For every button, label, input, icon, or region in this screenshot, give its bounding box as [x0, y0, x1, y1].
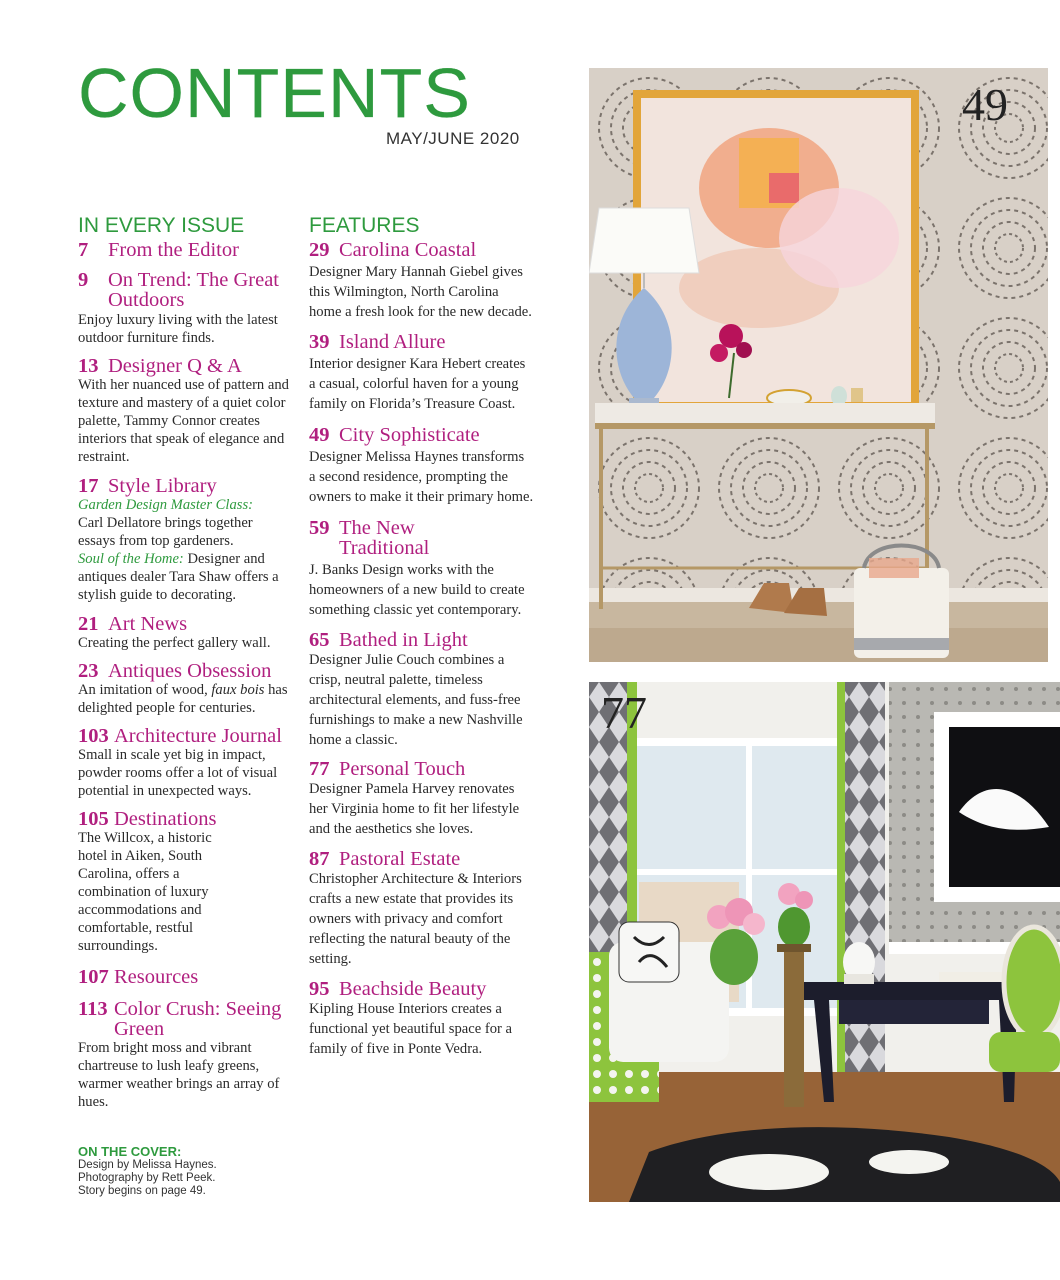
entry-description: Designer Pamela Harvey renovates her Virginia home to fit her lifestyle and the aesthetics she loves.	[309, 781, 520, 837]
subsection-title: Soul of the Home:	[78, 551, 184, 567]
entry-description: The Willcox, a historic hotel in Aiken, South Carolina, offers a combination of luxury accommodations and comfortable, restful surroundings.	[78, 830, 212, 954]
entry-description: Kipling House Interiors creates a functional yet beautiful space for a family of five in Ponte Vedra.	[309, 1001, 513, 1057]
entry-description: From bright moss and vibrant chartreuse to lush leafy greens, warmer weather brings an array of hues.	[78, 1040, 280, 1110]
page-number: 17	[78, 475, 99, 497]
toc-entry-23[interactable]	[78, 661, 293, 717]
entry-description: Creating the perfect gallery wall.	[78, 635, 271, 651]
toc-entry-103[interactable]	[78, 726, 293, 800]
entry-title: Antiques Obsession	[108, 660, 272, 682]
page-number: 107	[78, 966, 109, 988]
toc-entry-7[interactable]	[78, 240, 293, 260]
toc-entry-9[interactable]	[78, 270, 293, 347]
every-issue-column	[78, 214, 293, 1111]
photo-illustration	[589, 68, 1048, 662]
entry-description: Garden Design Master Class: Carl Dellatore brings together essays from top gardeners. Soul of the Home: Designer and antiques dealer Tara Shaw offers a stylish guide to decorating.	[78, 497, 279, 603]
toc-entry-59[interactable]	[309, 518, 534, 620]
entry-title: Resources	[114, 966, 199, 988]
page-number: 59	[309, 517, 330, 539]
toc-entry-13[interactable]	[78, 356, 293, 466]
features-heading: FEATURES	[309, 214, 420, 237]
toc-entry-113[interactable]	[78, 999, 293, 1111]
toc-entry-105[interactable]	[78, 809, 293, 955]
page-number: 13	[78, 355, 99, 377]
entry-title: Art News	[108, 613, 188, 635]
entry-title: Personal Touch	[339, 758, 466, 780]
entry-title: Island Allure	[339, 331, 446, 353]
subsection-title: Garden Design Master Class:	[78, 497, 253, 513]
toc-entry-107[interactable]	[78, 967, 293, 987]
page-number: 77	[309, 758, 330, 780]
page-number: 65	[309, 629, 330, 651]
page-number: 21	[78, 613, 99, 635]
photo-page-number: 49	[962, 79, 1008, 130]
page-number: 7	[78, 239, 89, 261]
entry-title: Beachside Beauty	[339, 978, 487, 1000]
entry-description: Designer Melissa Haynes transforms a second residence, prompting the owners to make it their primary home.	[309, 449, 534, 505]
entry-title: Carolina Coastal	[339, 239, 477, 261]
entry-title: Architecture Journal	[114, 725, 282, 747]
toc-entry-77[interactable]	[309, 759, 534, 839]
cover-line: Story begins on page 49.	[78, 1185, 206, 1197]
toc-entry-39[interactable]	[309, 332, 534, 414]
page-number: 9	[78, 269, 89, 291]
page-number: 23	[78, 660, 99, 682]
cover-line: Photography by Rett Peek.	[78, 1172, 216, 1184]
issue-date: MAY/JUNE 2020	[386, 129, 520, 148]
toc-entry-95[interactable]	[309, 979, 534, 1059]
cover-credits	[78, 1144, 298, 1198]
entry-description: Designer Julie Couch combines a crisp, neutral palette, timeless architectural elements, and fuss-free furnishings to make a new Nashville home a classic.	[309, 652, 523, 748]
entry-title: Style Library	[108, 475, 217, 497]
entry-title: Bathed in Light	[339, 629, 468, 651]
entry-description: Enjoy luxury living with the latest outdoor furniture finds.	[78, 312, 278, 346]
cover-heading: ON THE COVER:	[78, 1144, 182, 1159]
page-number: 29	[309, 239, 330, 261]
entry-title: City Sophisticate	[339, 424, 480, 446]
page-number: 113	[78, 998, 108, 1020]
every-issue-heading: IN EVERY ISSUE	[78, 214, 245, 237]
entry-description: Interior designer Kara Hebert creates a casual, colorful haven for a young family on Florida’s Treasure Coast.	[309, 356, 526, 412]
entry-description: An imitation of wood, faux bois has delighted people for centuries.	[78, 682, 288, 716]
photo-illustration	[589, 682, 1060, 1202]
entry-title: On Trend: The Great Outdoors	[108, 269, 280, 311]
entry-description: Designer Mary Hannah Giebel gives this Wilmington, North Carolina home a fresh look for the new decade.	[309, 264, 532, 320]
entry-title: Color Crush: Seeing Green	[114, 998, 282, 1040]
entry-title: From the Editor	[108, 239, 239, 261]
feature-photo-personal-touch[interactable]	[589, 682, 1060, 1202]
toc-entry-65[interactable]	[309, 630, 534, 750]
entry-title: Pastoral Estate	[339, 848, 461, 870]
toc-entry-87[interactable]	[309, 849, 534, 969]
entry-description: Christopher Architecture & Interiors crafts a new estate that provides its owners with privacy and comfort reflecting the natural beauty of the setting.	[309, 871, 522, 967]
page-number: 95	[309, 978, 330, 1000]
page-number: 105	[78, 808, 109, 830]
page-number: 103	[78, 725, 109, 747]
entry-title: Destinations	[114, 808, 217, 830]
toc-entry-17[interactable]	[78, 476, 293, 604]
entry-description: With her nuanced use of pattern and texture and mastery of a quiet color palette, Tammy Connor creates interiors that speak of elegance and restraint.	[78, 377, 289, 465]
page-title: CONTENTS	[78, 54, 471, 132]
toc-entry-29[interactable]	[309, 240, 534, 322]
cover-line: Design by Melissa Haynes.	[78, 1159, 217, 1171]
entry-title: The New Traditional	[339, 517, 430, 559]
page-number: 49	[309, 424, 330, 446]
entry-description: J. Banks Design works with the homeowners of a new build to create something classic yet contemporary.	[309, 562, 525, 618]
feature-photo-city-sophisticate[interactable]	[589, 68, 1048, 662]
toc-entry-49[interactable]	[309, 425, 534, 507]
page-number: 87	[309, 848, 330, 870]
toc-entry-21[interactable]	[78, 614, 293, 652]
entry-description: Small in scale yet big in impact, powder rooms offer a lot of visual potential in unexpected ways.	[78, 747, 278, 799]
page-number: 39	[309, 331, 330, 353]
photo-page-number: 77	[601, 687, 647, 738]
features-column	[309, 214, 534, 1059]
entry-title: Designer Q & A	[108, 355, 242, 377]
